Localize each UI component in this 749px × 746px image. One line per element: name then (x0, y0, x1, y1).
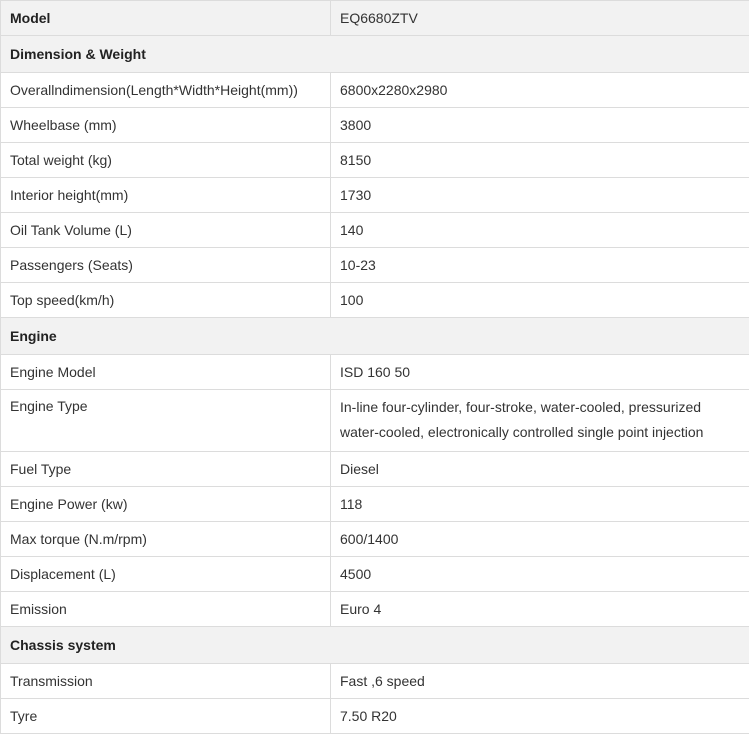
row-label: Transmission (1, 664, 331, 699)
table-row (1, 664, 749, 699)
table-row (1, 355, 749, 390)
row-label: Interior height(mm) (1, 178, 331, 213)
row-value: 118 (331, 487, 749, 522)
row-value: 6800x2280x2980 (331, 73, 749, 108)
table-row (1, 592, 749, 627)
row-label: Tyre (1, 699, 331, 734)
section-title: Engine (1, 318, 749, 355)
row-value: Euro 4 (331, 592, 749, 627)
row-label: Displacement (L) (1, 557, 331, 592)
row-label: Emission (1, 592, 331, 627)
table-row (1, 73, 749, 108)
table-row (1, 522, 749, 557)
row-label: Wheelbase (mm) (1, 108, 331, 143)
row-value: 600/1400 (331, 522, 749, 557)
row-value: 7.50 R20 (331, 699, 749, 734)
table-row (1, 178, 749, 213)
table-row (1, 213, 749, 248)
row-value: 140 (331, 213, 749, 248)
table-row (1, 487, 749, 522)
row-label: Overallndimension(Length*Width*Height(mm)) (1, 73, 331, 108)
row-value: 4500 (331, 557, 749, 592)
row-value: EQ6680ZTV (331, 1, 749, 36)
row-label: Model (1, 1, 331, 36)
row-label: Engine Model (1, 355, 331, 390)
row-value: Diesel (331, 452, 749, 487)
row-label: Passengers (Seats) (1, 248, 331, 283)
row-value: 10-23 (331, 248, 749, 283)
table-row (1, 283, 749, 318)
row-value: In-line four-cylinder, four-stroke, water-cooled, pressurized water-cooled, electronically controlled single point injection (331, 390, 749, 452)
row-label: Oil Tank Volume (L) (1, 213, 331, 248)
row-value: 8150 (331, 143, 749, 178)
row-value: Fast ,6 speed (331, 664, 749, 699)
table-row (1, 108, 749, 143)
section-chassis-system (1, 627, 749, 664)
section-title: Chassis system (1, 627, 749, 664)
row-label: Engine Power (kw) (1, 487, 331, 522)
row-label: Total weight (kg) (1, 143, 331, 178)
table-row-model (1, 1, 749, 36)
row-value: 100 (331, 283, 749, 318)
row-label: Top speed(km/h) (1, 283, 331, 318)
table-row (1, 390, 749, 452)
row-label: Engine Type (1, 390, 331, 452)
row-label: Fuel Type (1, 452, 331, 487)
table-row (1, 452, 749, 487)
row-label: Max torque (N.m/rpm) (1, 522, 331, 557)
section-title: Dimension & Weight (1, 36, 749, 73)
table-row (1, 143, 749, 178)
section-engine (1, 318, 749, 355)
table-row (1, 557, 749, 592)
table-row (1, 248, 749, 283)
row-value: 1730 (331, 178, 749, 213)
row-value: ISD 160 50 (331, 355, 749, 390)
row-value: 3800 (331, 108, 749, 143)
section-dimension-weight (1, 36, 749, 73)
table-row (1, 699, 749, 734)
